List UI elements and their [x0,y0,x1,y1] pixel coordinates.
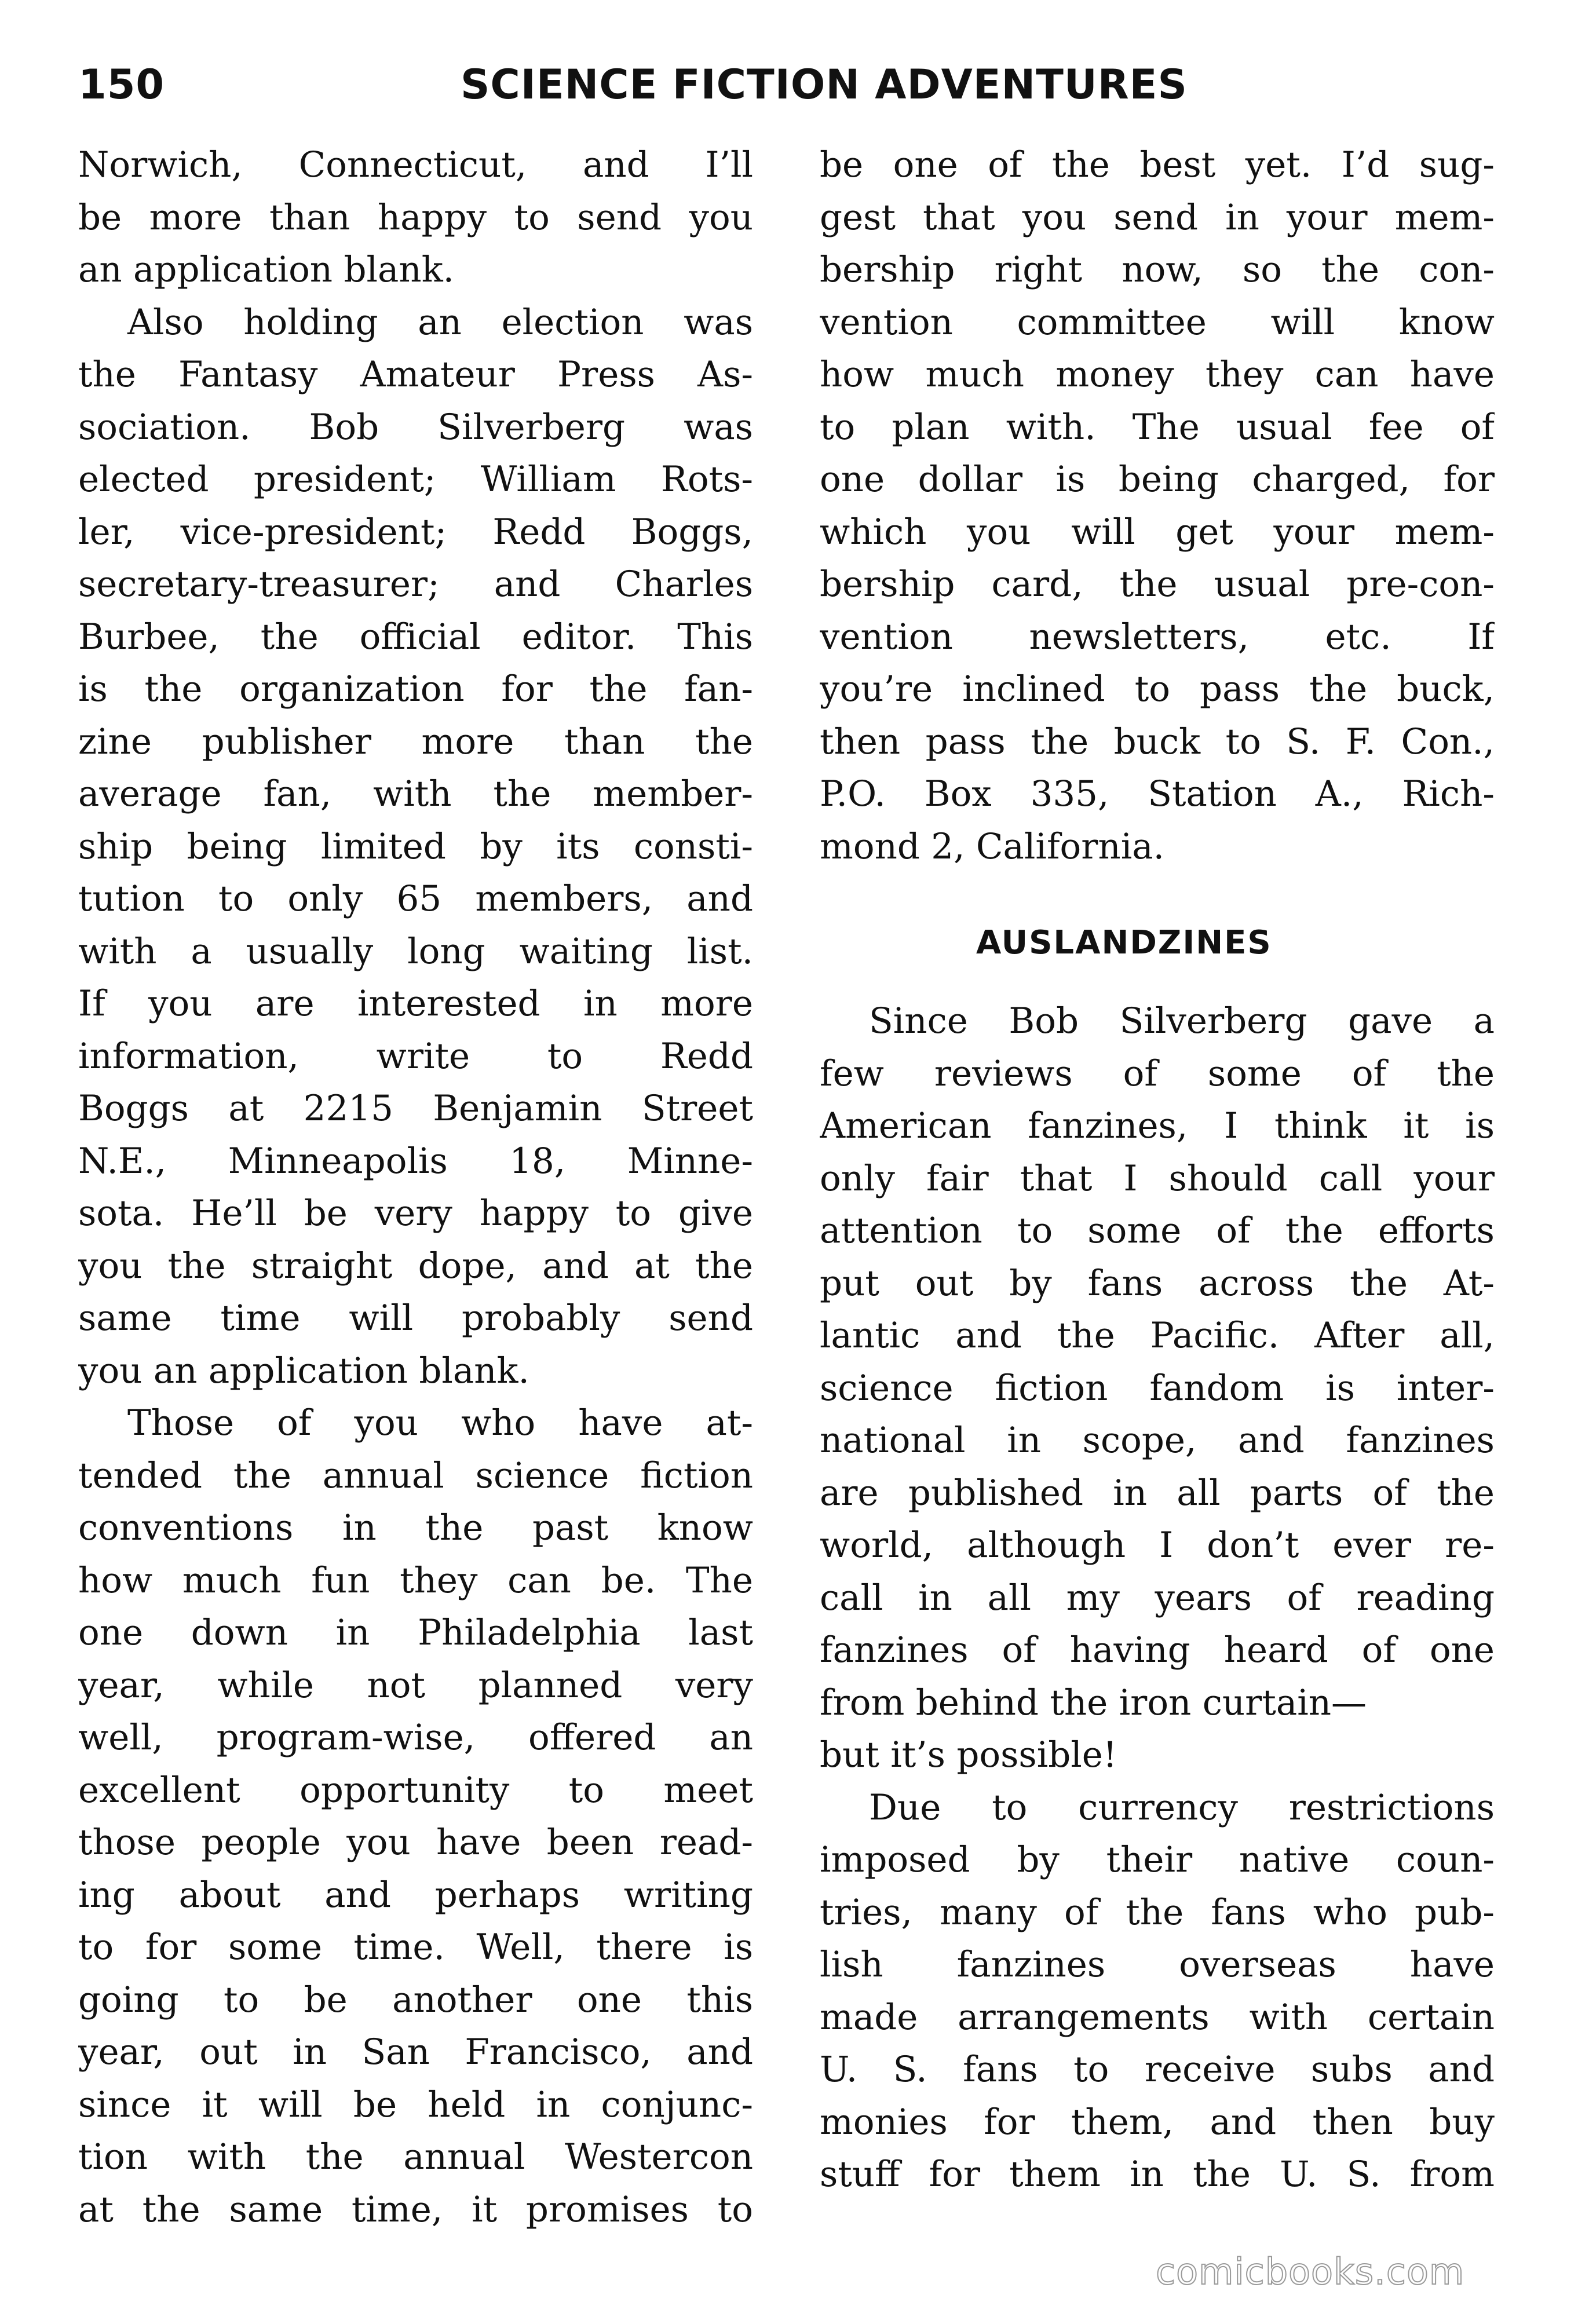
text-line: U. S. fans to receive subs and [820,2049,1495,2090]
text-line: average fan, with the member- [78,773,753,814]
text-line: lish fanzines overseas have [820,1944,1495,1985]
text-line: tended the annual science fiction [78,1455,753,1496]
text-line: year, out in San Francisco, and [78,2031,753,2073]
text-line: year, while not planned very [78,1664,753,1706]
text-line: you’re inclined to pass the buck, [820,668,1495,710]
text-line: be one of the best yet. I’d sug- [820,144,1495,185]
text-line: excellent opportunity to meet [78,1769,753,1811]
text-line: conventions in the past know [78,1507,753,1548]
text-line: same time will probably send [78,1298,753,1339]
text-line: you an application blank. [78,1350,529,1391]
text-line: how much fun they can be. The [78,1559,753,1601]
text-line: imposed by their native coun- [820,1839,1495,1880]
text-line: world, although I don’t ever re- [820,1525,1495,1566]
text-line: made arrangements with certain [820,1996,1495,2038]
text-line: Norwich, Connecticut, and I’ll [78,144,753,185]
text-line: ing about and perhaps writing [78,1874,753,1916]
running-title: SCIENCE FICTION ADVENTURES [461,61,1188,108]
text-line: one down in Philadelphia last [78,1612,753,1653]
text-line: Also holding an election was [127,301,753,343]
text-line: P.O. Box 335, Station A., Rich- [820,773,1495,814]
text-line: to for some time. Well, there is [78,1927,753,1968]
text-line: is the organization for the fan- [78,668,753,710]
text-line: mond 2, California. [820,825,1164,867]
text-line: American fanzines, I think it is [820,1105,1495,1146]
text-line: at the same time, it promises to [78,2188,753,2230]
text-line: with a usually long waiting list. [78,930,753,972]
text-line: Due to currency restrictions [869,1786,1495,1828]
page-number: 150 [78,61,165,108]
text-line: tion with the annual Westercon [78,2136,753,2177]
text-line: which you will get your mem- [820,511,1495,553]
text-line: zine publisher more than the [78,721,753,762]
text-line: tries, many of the fans who pub- [820,1891,1495,1933]
text-line: well, program-wise, offered an [78,1717,753,1758]
text-line: gest that you send in your mem- [820,196,1495,238]
text-line: from behind the iron curtain— [820,1682,1367,1723]
text-line: be more than happy to send you [78,196,753,238]
text-line: those people you have been read- [78,1822,753,1863]
text-line: but it’s possible! [820,1734,1117,1775]
text-line: N.E., Minneapolis 18, Minne- [78,1140,753,1182]
text-line: vention newsletters, etc. If [820,616,1495,657]
text-line: bership right now, so the con- [820,249,1495,290]
text-line: sociation. Bob Silverberg was [78,406,753,448]
text-line: national in scope, and fanzines [820,1420,1495,1461]
text-line: few reviews of some of the [820,1053,1495,1094]
page-header [78,61,1503,125]
text-line: call in all my years of reading [820,1577,1495,1618]
text-line: sota. He’ll be very happy to give [78,1193,753,1234]
watermark-logo: comicbooks.com [1156,2250,1465,2293]
text-line: secretary-treasurer; and Charles [78,564,753,605]
text-line: the Fantasy Amateur Press As- [78,354,753,395]
text-line: one dollar is being charged, for [820,459,1495,500]
text-line: bership card, the usual pre-con- [820,564,1495,605]
text-line: ship being limited by its consti- [78,825,753,867]
text-line: an application blank. [78,249,455,290]
text-line: going to be another one this [78,1979,753,2020]
text-line: ler, vice-president; Redd Boggs, [78,511,753,553]
text-line: tution to only 65 members, and [78,878,753,919]
text-line: information, write to Redd [78,1035,753,1077]
text-line: vention committee will know [820,301,1495,343]
text-line: stuff for them in the U. S. from [820,2154,1495,2195]
text-line: monies for them, and then buy [820,2101,1495,2143]
text-line: put out by fans across the At- [820,1262,1495,1304]
right-column-top-text [820,139,1495,873]
section-heading: AUSLANDZINES [976,924,1272,962]
left-column [78,139,753,2236]
text-line: elected president; William Rots- [78,459,753,500]
text-line: Boggs at 2215 Benjamin Street [78,1088,753,1129]
text-line: science fiction fandom is inter- [820,1367,1495,1409]
text-line: are published in all parts of the [820,1472,1495,1514]
text-line: then pass the buck to S. F. Con., [820,721,1495,762]
text-line: If you are interested in more [78,983,753,1024]
text-line: you the straight dope, and at the [78,1245,753,1287]
text-line: fanzines of having heard of one [820,1629,1495,1671]
text-line: attention to some of the efforts [820,1210,1495,1251]
text-line: only fair that I should call your [820,1157,1495,1199]
right-column [820,139,1495,2201]
text-line: since it will be held in conjunc- [78,2084,753,2125]
text-line: Those of you who have at- [127,1402,753,1444]
text-line: how much money they can have [820,354,1495,395]
right-column-bottom-text [820,995,1495,2201]
text-line: Since Bob Silverberg gave a [869,1000,1495,1042]
text-line: to plan with. The usual fee of [820,406,1495,448]
text-line: lantic and the Pacific. After all, [820,1315,1495,1356]
text-line: Burbee, the official editor. This [78,616,753,657]
